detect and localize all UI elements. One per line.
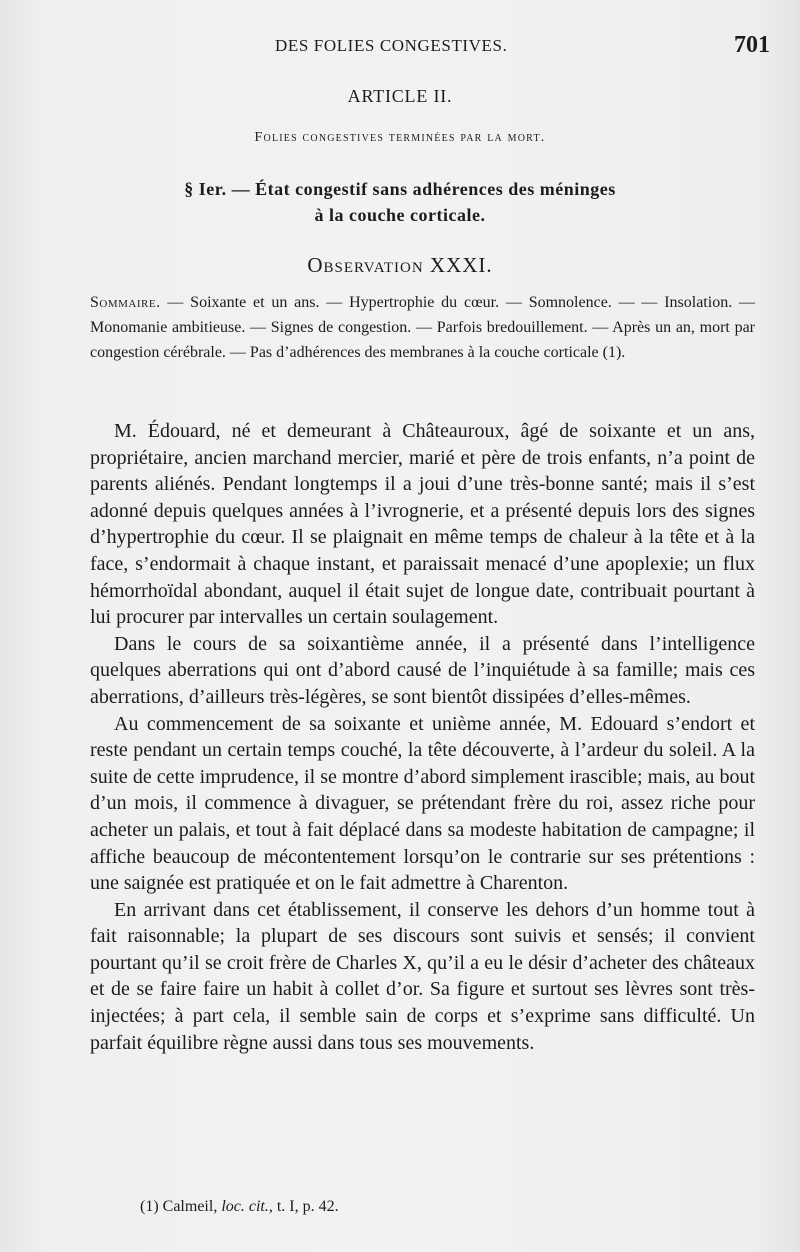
running-head — [0, 32, 800, 60]
article-title: ARTICLE II. — [347, 86, 453, 106]
summary — [90, 290, 755, 365]
summary-label: Sommaire. — [90, 294, 161, 311]
paragraph-1: M. Édouard, né et demeurant à Châteauroux, âgé de soixante et un ans, propriétaire, ancien marchand mercier, marié et père de trois enfants, n’a point de parents aliénés. Pendant longtemps il a joui d’une très-bonne santé; mais il s’est adonné depuis quelques années à l’ivrognerie, et a présenté depuis lors des signes d’hypertrophie du cœur. Il se plaignait en même temps de chaleur à la tête et à la face, s’endormait à chaque instant, et paraissait menacé d’une apoplexie; un flux hémorrhoïdal abondant, auquel il était sujet de longue date, contribuait pourtant à lui procurer par intervalles un certain soulagement. — [90, 420, 755, 629]
paragraph-2: Dans le cours de sa soixantième année, il a présenté dans l’intelligence quelques aberrations qui ont d’abord causé de l’inquiétude à sa famille; mais ces aberrations, d’ailleurs très-légères, se sont bientôt dissipées d’elles-mêmes. — [90, 632, 755, 708]
article-subtitle: Folies congestives terminées par la mort. — [254, 130, 546, 145]
running-title: DES FOLIES CONGESTIVES. — [275, 36, 508, 55]
paragraph-4: En arrivant dans cet établissement, il conserve les dehors d’un homme tout à fait raisonnable; la plupart de ses discours sont suivis et sensés; il convient pourtant qu’il se croit frère de Charles X, qu’il a eu le désir d’acheter des châteaux et de se faire faire un habit à collet d’or. Sa figure et surtout ses lèvres sont très-injectées; à part cela, il semble sain de corps et s’exprime sans difficulté. Un parfait équilibre règne aussi dans tous ses mouvements. — [90, 898, 755, 1054]
footnote-reference: loc. cit. — [221, 1198, 269, 1215]
page-number: 701 — [734, 32, 770, 58]
body-text — [90, 418, 755, 1056]
footnote — [140, 1198, 339, 1216]
section-heading-line-2: à la couche corticale. — [314, 205, 486, 225]
paragraph-3: Au commencement de sa soixante et unième année, M. Edouard s’endort et reste pendant un certain temps couché, la tête découverte, à l’ardeur du soleil. A la suite de cette imprudence, il se montre d’abord simplement irascible; mais, au bout d’un mois, il commence à divaguer, se prétendant frère du roi, assez riche pour acheter un palais, et tout à fait déplacé dans sa modeste habitation de campagne; il affiche beaucoup de mécontentement lorsqu’on le contrarie sur ses prétentions : une saignée est pratiquée et on le fait admettre à Charenton. — [90, 712, 755, 895]
summary-text: — Soixante et un ans. — Hypertrophie du cœur. — Somnolence. — — Insolation. — Monomanie ambitieuse. — Signes de congestion. — Parfois bredouillement. — Après un an, mort par congestion cérébrale. — Pas d’adhérences des membranes à la couche corticale (1). — [90, 294, 755, 361]
footnote-marker: (1) Calmeil, — [140, 1198, 218, 1215]
section-heading — [0, 176, 800, 228]
footnote-detail: , t. I, p. 42. — [268, 1198, 339, 1215]
observation-title: Observation XXXI. — [307, 253, 493, 277]
section-heading-line-1: § Ier. — État congestif sans adhérences des méninges — [184, 179, 616, 199]
